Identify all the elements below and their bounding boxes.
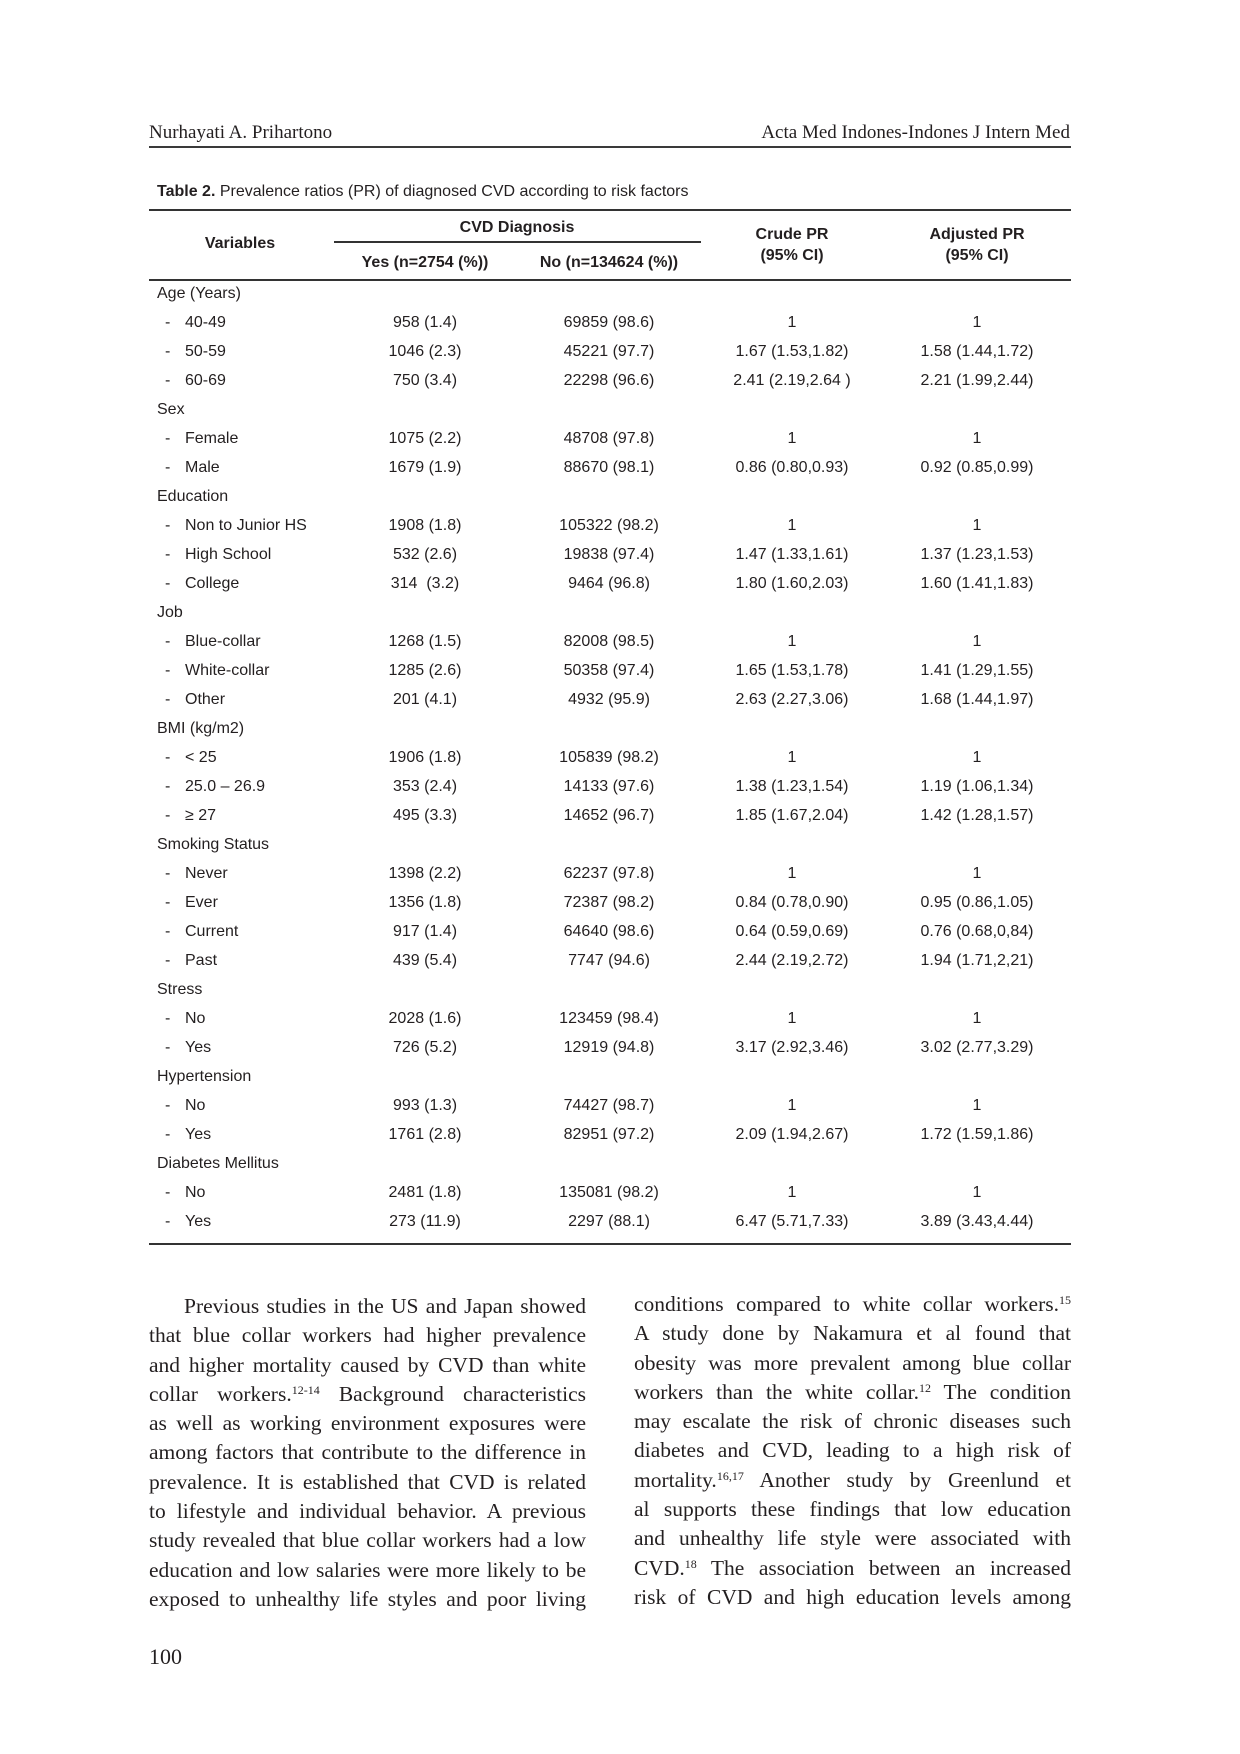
text-run: obesity was more prevalent among blue collar xyxy=(634,1350,1071,1375)
row-label: Never xyxy=(185,865,228,882)
text-line xyxy=(149,1556,586,1585)
crude-pr: 1.65 (1.53,1.78) xyxy=(735,662,849,679)
yes-count: 1356 (1.8) xyxy=(388,894,462,911)
row-dash: - xyxy=(165,923,171,940)
text-run: workers than the white collar. xyxy=(634,1379,919,1404)
table-caption-text: Prevalence ratios (PR) of diagnosed CVD according to risk factors xyxy=(215,183,689,200)
no-count: 50358 (97.4) xyxy=(563,662,655,679)
table-bottom-rule xyxy=(149,1243,1071,1245)
no-count: 105322 (98.2) xyxy=(559,517,659,534)
yes-count: 1046 (2.3) xyxy=(388,343,462,360)
text-run: diabetes and CVD, leading to a high risk of xyxy=(634,1438,1071,1463)
no-count: 14133 (97.6) xyxy=(563,778,655,795)
row-label: 25.0 – 26.9 xyxy=(185,778,266,795)
crude-pr: 2.44 (2.19,2.72) xyxy=(735,952,849,969)
text-line xyxy=(634,1436,1071,1465)
adjusted-pr: 1 xyxy=(972,1010,982,1027)
text-line xyxy=(149,1409,586,1438)
adjusted-pr: 0.76 (0.68,0,84) xyxy=(920,923,1034,940)
no-count: 72387 (98.2) xyxy=(563,894,655,911)
table-caption-label: Table 2. xyxy=(157,183,216,200)
header-variables: Variables xyxy=(204,235,276,252)
text-line xyxy=(634,1349,1071,1378)
no-count: 123459 (98.4) xyxy=(559,1010,659,1027)
row-dash: - xyxy=(165,314,171,331)
row-dash: - xyxy=(165,575,171,592)
text-line xyxy=(634,1583,1071,1612)
citation-superscript: 12-14 xyxy=(291,1382,320,1397)
text-run: exposed to unhealthy life styles and poor living xyxy=(149,1586,586,1611)
adjusted-pr: 1.60 (1.41,1.83) xyxy=(920,575,1034,592)
group-label: Hypertension xyxy=(157,1068,252,1085)
adjusted-pr: 3.89 (3.43,4.44) xyxy=(920,1213,1034,1230)
crude-pr: 1 xyxy=(787,314,797,331)
row-label: Yes xyxy=(185,1126,212,1143)
body-text-left-column xyxy=(149,1292,586,1614)
group-label: Sex xyxy=(157,401,185,418)
header-no: No (n=134624 (%)) xyxy=(539,254,679,271)
citation-superscript: 18 xyxy=(684,1556,697,1571)
row-dash: - xyxy=(165,749,171,766)
yes-count: 917 (1.4) xyxy=(392,923,458,940)
text-run: and unhealthy life style were associated with xyxy=(634,1526,1071,1551)
text-line xyxy=(149,1438,586,1467)
row-label: 40-49 xyxy=(185,314,226,331)
text-run: prevalence. It is established that CVD is related xyxy=(149,1469,586,1494)
no-count: 82951 (97.2) xyxy=(563,1126,655,1143)
group-label: Job xyxy=(157,604,183,621)
text-line xyxy=(634,1554,1071,1583)
yes-count: 2481 (1.8) xyxy=(388,1184,462,1201)
crude-pr: 1 xyxy=(787,749,797,766)
table-top-rule xyxy=(149,209,1071,211)
yes-count: 273 (11.9) xyxy=(389,1213,461,1230)
crude-pr: 1 xyxy=(787,1097,797,1114)
text-run: as well as working environment exposures were xyxy=(149,1411,586,1436)
table-caption xyxy=(157,183,688,201)
row-label: Past xyxy=(185,952,218,969)
text-line xyxy=(634,1378,1071,1407)
no-count: 22298 (96.6) xyxy=(563,372,655,389)
crude-pr: 3.17 (2.92,3.46) xyxy=(735,1039,849,1056)
citation-superscript: 12 xyxy=(918,1380,931,1395)
no-count: 19838 (97.4) xyxy=(563,546,655,563)
text-line xyxy=(149,1292,586,1321)
text-run: CVD. xyxy=(634,1555,685,1580)
row-label: High School xyxy=(185,546,272,563)
row-label: Other xyxy=(185,691,226,708)
adjusted-pr: 1.42 (1.28,1.57) xyxy=(920,807,1034,824)
no-count: 12919 (94.8) xyxy=(563,1039,655,1056)
no-count: 7747 (94.6) xyxy=(568,952,650,969)
yes-count: 2028 (1.6) xyxy=(388,1010,462,1027)
crude-pr: 1.67 (1.53,1.82) xyxy=(735,343,849,360)
row-dash: - xyxy=(165,952,171,969)
crude-pr: 2.09 (1.94,2.67) xyxy=(735,1126,849,1143)
adjusted-pr: 1.19 (1.06,1.34) xyxy=(920,778,1034,795)
yes-count: 1761 (2.8) xyxy=(388,1126,462,1143)
adjusted-pr: 1 xyxy=(972,430,982,447)
crude-pr: 0.86 (0.80,0.93) xyxy=(735,459,849,476)
no-count: 69859 (98.6) xyxy=(563,314,655,331)
row-label: No xyxy=(185,1010,206,1027)
header-adjusted-pr-line2: (95% CI) xyxy=(945,247,1009,264)
row-label: < 25 xyxy=(185,749,217,766)
header-crude-pr-line2: (95% CI) xyxy=(760,247,824,264)
text-run: that blue collar workers had higher prevalence xyxy=(149,1323,586,1348)
citation-superscript: 15 xyxy=(1059,1293,1071,1307)
adjusted-pr: 1 xyxy=(972,314,982,331)
text-line xyxy=(634,1466,1071,1495)
text-line xyxy=(149,1321,586,1350)
crude-pr: 1.80 (1.60,2.03) xyxy=(735,575,849,592)
crude-pr: 1 xyxy=(787,430,797,447)
header-rule xyxy=(149,146,1071,148)
text-line xyxy=(149,1585,586,1614)
group-label: BMI (kg/m2) xyxy=(157,720,245,737)
header-yes: Yes (n=2754 (%)) xyxy=(361,254,489,271)
yes-count: 1285 (2.6) xyxy=(388,662,462,679)
row-dash: - xyxy=(165,517,171,534)
adjusted-pr: 1.94 (1.71,2,21) xyxy=(920,952,1034,969)
group-label: Age (Years) xyxy=(157,285,241,302)
crude-pr: 1 xyxy=(787,517,797,534)
text-run: The condition xyxy=(930,1379,1071,1404)
row-dash: - xyxy=(165,691,171,708)
no-count: 74427 (98.7) xyxy=(563,1097,655,1114)
yes-count: 201 (4.1) xyxy=(392,691,458,708)
row-label: 60-69 xyxy=(185,372,226,389)
text-run: collar workers. xyxy=(149,1381,292,1406)
crude-pr: 1.47 (1.33,1.61) xyxy=(735,546,849,563)
adjusted-pr: 2.21 (1.99,2.44) xyxy=(920,372,1034,389)
no-count: 64640 (98.6) xyxy=(563,923,655,940)
group-label: Diabetes Mellitus xyxy=(157,1155,279,1172)
text-line xyxy=(149,1497,586,1526)
text-run: A study done by Nakamura et al found that xyxy=(634,1321,1071,1346)
text-run: mortality. xyxy=(634,1467,717,1492)
text-line xyxy=(634,1524,1071,1553)
row-dash: - xyxy=(165,372,171,389)
row-label: ≥ 27 xyxy=(185,807,217,824)
row-label: Female xyxy=(185,430,239,447)
row-label: White-collar xyxy=(185,662,270,679)
row-dash: - xyxy=(165,1126,171,1143)
no-count: 88670 (98.1) xyxy=(563,459,655,476)
yes-count: 1679 (1.9) xyxy=(388,459,462,476)
crude-pr: 1 xyxy=(787,1010,797,1027)
adjusted-pr: 1.68 (1.44,1.97) xyxy=(920,691,1034,708)
row-dash: - xyxy=(165,1010,171,1027)
yes-count: 532 (2.6) xyxy=(392,546,458,563)
adjusted-pr: 1 xyxy=(972,749,982,766)
row-dash: - xyxy=(165,662,171,679)
row-label: Yes xyxy=(185,1039,212,1056)
text-run: risk of CVD and high education levels among xyxy=(634,1584,1071,1609)
row-dash: - xyxy=(165,807,171,824)
crude-pr: 0.84 (0.78,0.90) xyxy=(735,894,849,911)
group-label: Education xyxy=(157,488,229,505)
yes-count: 726 (5.2) xyxy=(392,1039,458,1056)
yes-count: 993 (1.3) xyxy=(392,1097,458,1114)
row-dash: - xyxy=(165,778,171,795)
adjusted-pr: 0.95 (0.86,1.05) xyxy=(920,894,1034,911)
citation-superscript: 16,17 xyxy=(716,1468,744,1483)
row-label: Yes xyxy=(185,1213,212,1230)
no-count: 45221 (97.7) xyxy=(563,343,655,360)
yes-count: 1908 (1.8) xyxy=(388,517,462,534)
text-line xyxy=(634,1319,1071,1348)
text-run: among factors that contribute to the difference in xyxy=(149,1440,586,1465)
group-label: Stress xyxy=(157,981,203,998)
crude-pr: 1 xyxy=(787,1184,797,1201)
group-label: Smoking Status xyxy=(157,836,270,853)
row-label: Current xyxy=(185,923,239,940)
text-line xyxy=(149,1380,586,1409)
crude-pr: 6.47 (5.71,7.33) xyxy=(735,1213,849,1230)
no-count: 48708 (97.8) xyxy=(563,430,655,447)
running-head-author: Nurhayati A. Prihartono xyxy=(149,122,333,143)
header-adjusted-pr-line1: Adjusted PR xyxy=(929,226,1025,243)
no-count: 14652 (96.7) xyxy=(563,807,655,824)
row-label: Non to Junior HS xyxy=(185,517,307,534)
adjusted-pr: 1 xyxy=(972,1097,982,1114)
header-subrule xyxy=(334,241,701,243)
row-dash: - xyxy=(165,459,171,476)
adjusted-pr: 1 xyxy=(972,1184,982,1201)
running-head-journal: Acta Med Indones-Indones J Intern Med xyxy=(761,122,1070,143)
adjusted-pr: 1.58 (1.44,1.72) xyxy=(920,343,1034,360)
adjusted-pr: 1 xyxy=(972,633,982,650)
crude-pr: 1.38 (1.23,1.54) xyxy=(735,778,849,795)
row-dash: - xyxy=(165,343,171,360)
adjusted-pr: 1 xyxy=(972,517,982,534)
crude-pr: 2.41 (2.19,2.64 ) xyxy=(733,372,851,389)
no-count: 2297 (88.1) xyxy=(568,1213,650,1230)
yes-count: 750 (3.4) xyxy=(392,372,458,389)
yes-count: 439 (5.4) xyxy=(392,952,458,969)
row-label: No xyxy=(185,1097,206,1114)
no-count: 135081 (98.2) xyxy=(559,1184,659,1201)
yes-count: 495 (3.3) xyxy=(392,807,458,824)
yes-count: 1906 (1.8) xyxy=(388,749,462,766)
text-run: education and low salaries were more likely to be xyxy=(149,1557,586,1582)
text-line xyxy=(634,1290,1071,1319)
text-run: Another study by Greenlund et xyxy=(743,1467,1071,1492)
crude-pr: 1.85 (1.67,2.04) xyxy=(735,807,849,824)
text-run: may escalate the risk of chronic diseases such xyxy=(634,1409,1071,1434)
text-run: and higher mortality caused by CVD than white xyxy=(149,1352,586,1377)
yes-count: 958 (1.4) xyxy=(392,314,458,331)
yes-count: 353 (2.4) xyxy=(392,778,458,795)
text-run: study revealed that blue collar workers had a low xyxy=(149,1528,586,1553)
body-text-right-column xyxy=(634,1290,1071,1612)
row-dash: - xyxy=(165,546,171,563)
adjusted-pr: 3.02 (2.77,3.29) xyxy=(920,1039,1034,1056)
row-dash: - xyxy=(165,1039,171,1056)
no-count: 9464 (96.8) xyxy=(568,575,650,592)
header-crude-pr-line1: Crude PR xyxy=(755,226,829,243)
text-run: conditions compared to white collar workers. xyxy=(634,1292,1059,1316)
text-line xyxy=(149,1526,586,1555)
row-dash: - xyxy=(165,1213,171,1230)
yes-count: 1075 (2.2) xyxy=(388,430,462,447)
text-line xyxy=(149,1351,586,1380)
row-dash: - xyxy=(165,430,171,447)
row-label: 50-59 xyxy=(185,343,226,360)
adjusted-pr: 0.92 (0.85,0.99) xyxy=(920,459,1034,476)
row-label: No xyxy=(185,1184,206,1201)
row-dash: - xyxy=(165,1097,171,1114)
row-label: Ever xyxy=(185,894,218,911)
crude-pr: 1 xyxy=(787,865,797,882)
yes-count: 314 (3.2) xyxy=(390,575,460,592)
text-line xyxy=(149,1468,586,1497)
adjusted-pr: 1.37 (1.23,1.53) xyxy=(920,546,1034,563)
row-label: College xyxy=(185,575,240,592)
yes-count: 1268 (1.5) xyxy=(388,633,462,650)
page-number: 100 xyxy=(149,1644,182,1669)
text-run: Previous studies in the US and Japan showed xyxy=(184,1294,586,1318)
header-crude-pr xyxy=(756,224,829,266)
adjusted-pr: 1.41 (1.29,1.55) xyxy=(920,662,1034,679)
text-line xyxy=(634,1407,1071,1436)
crude-pr: 0.64 (0.59,0.69) xyxy=(735,923,849,940)
no-count: 105839 (98.2) xyxy=(559,749,659,766)
no-count: 4932 (95.9) xyxy=(568,691,650,708)
row-label: Blue-collar xyxy=(185,633,261,650)
text-run: al supports these findings that low education xyxy=(634,1497,1071,1522)
text-run: to lifestyle and individual behavior. A previous xyxy=(149,1499,586,1524)
text-line xyxy=(634,1495,1071,1524)
header-cvd-diagnosis: CVD Diagnosis xyxy=(459,219,575,236)
adjusted-pr: 1.72 (1.59,1.86) xyxy=(920,1126,1034,1143)
no-count: 62237 (97.8) xyxy=(563,865,655,882)
header-bottom-rule xyxy=(149,279,1071,281)
header-adjusted-pr xyxy=(929,224,1024,266)
no-count: 82008 (98.5) xyxy=(563,633,655,650)
row-label: Male xyxy=(185,459,220,476)
yes-count: 1398 (2.2) xyxy=(388,865,462,882)
text-run: The association between an increased xyxy=(696,1555,1071,1580)
row-dash: - xyxy=(165,894,171,911)
text-run: Background characteristics xyxy=(319,1381,586,1406)
row-dash: - xyxy=(165,1184,171,1201)
row-dash: - xyxy=(165,633,171,650)
crude-pr: 1 xyxy=(787,633,797,650)
crude-pr: 2.63 (2.27,3.06) xyxy=(735,691,849,708)
adjusted-pr: 1 xyxy=(972,865,982,882)
row-dash: - xyxy=(165,865,171,882)
